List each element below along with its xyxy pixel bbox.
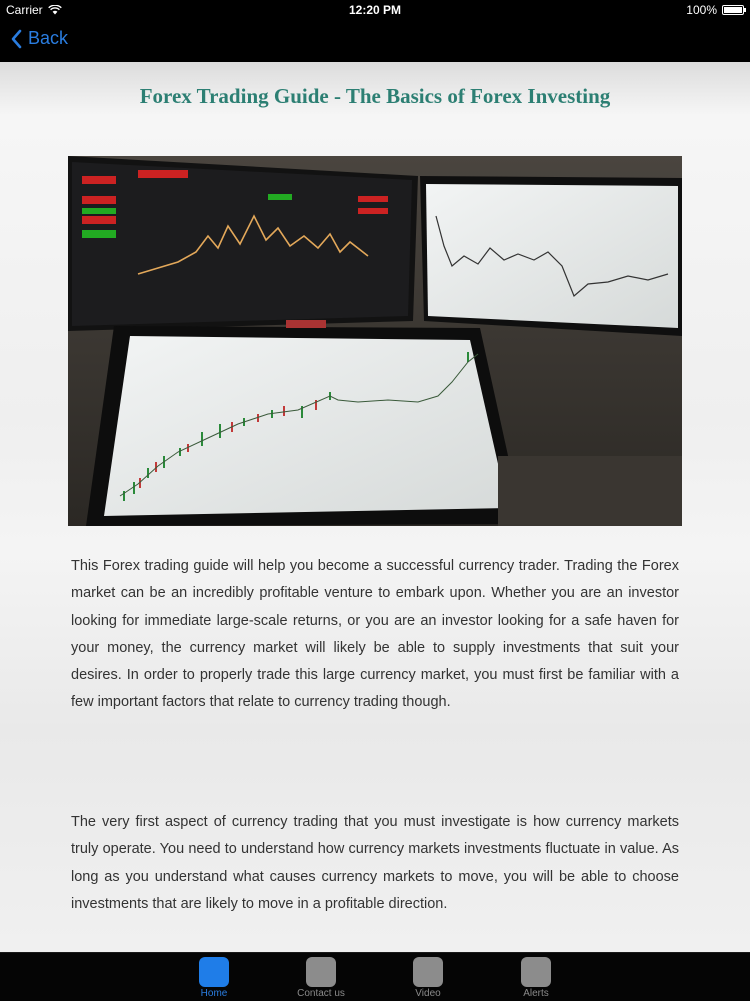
carrier-label: Carrier — [6, 3, 43, 17]
tab-alerts[interactable] — [496, 953, 576, 1001]
tab-contact-us[interactable] — [281, 953, 361, 1001]
tab-label: Contact us — [297, 988, 345, 999]
tab-label: Video — [415, 988, 441, 999]
chevron-left-icon — [10, 29, 22, 49]
video-icon — [413, 957, 443, 987]
tab-bar — [0, 952, 750, 1001]
home-icon — [199, 957, 229, 987]
trading-screens-image — [68, 156, 682, 526]
article-paragraph: The very first aspect of currency trading that you must investigate is how currency markets truly operate. You need to understand how currency markets investments fluctuate in value. As long as you understand what causes currency markets to move, you will be able to choose investments that are likely to move in a profitable direction. — [71, 814, 679, 912]
tab-label: Home — [200, 988, 228, 999]
battery-percent: 100% — [686, 3, 717, 17]
article-paragraph: This Forex trading guide will help you become a successful currency trader. Trading the Forex market can be an incredibly profitable venture to embark upon. Whether you are an investor looking for immediate large-scale returns, or you are an investor looking for a safe haven for your money, the currency market will likely be able to supply investments that suit your desires. In order to properly trade this large currency market, you must first be familiar with a few important factors that relate to currency trading though. — [71, 558, 679, 711]
tab-home[interactable] — [174, 953, 254, 1001]
article-scroll-view[interactable] — [0, 62, 750, 952]
back-label: Back — [28, 28, 69, 48]
battery-icon — [722, 5, 744, 15]
battery-group — [686, 3, 744, 17]
navigation-bar — [0, 20, 750, 62]
tab-label: Alerts — [523, 988, 549, 999]
status-bar — [0, 0, 750, 20]
clock: 12:20 PM — [348, 3, 402, 17]
contact-icon — [306, 957, 336, 987]
alerts-icon — [521, 957, 551, 987]
article-title: Forex Trading Guide - The Basics of Forex Investing — [139, 84, 611, 108]
back-button[interactable] — [10, 28, 68, 49]
tab-video[interactable] — [388, 953, 468, 1001]
